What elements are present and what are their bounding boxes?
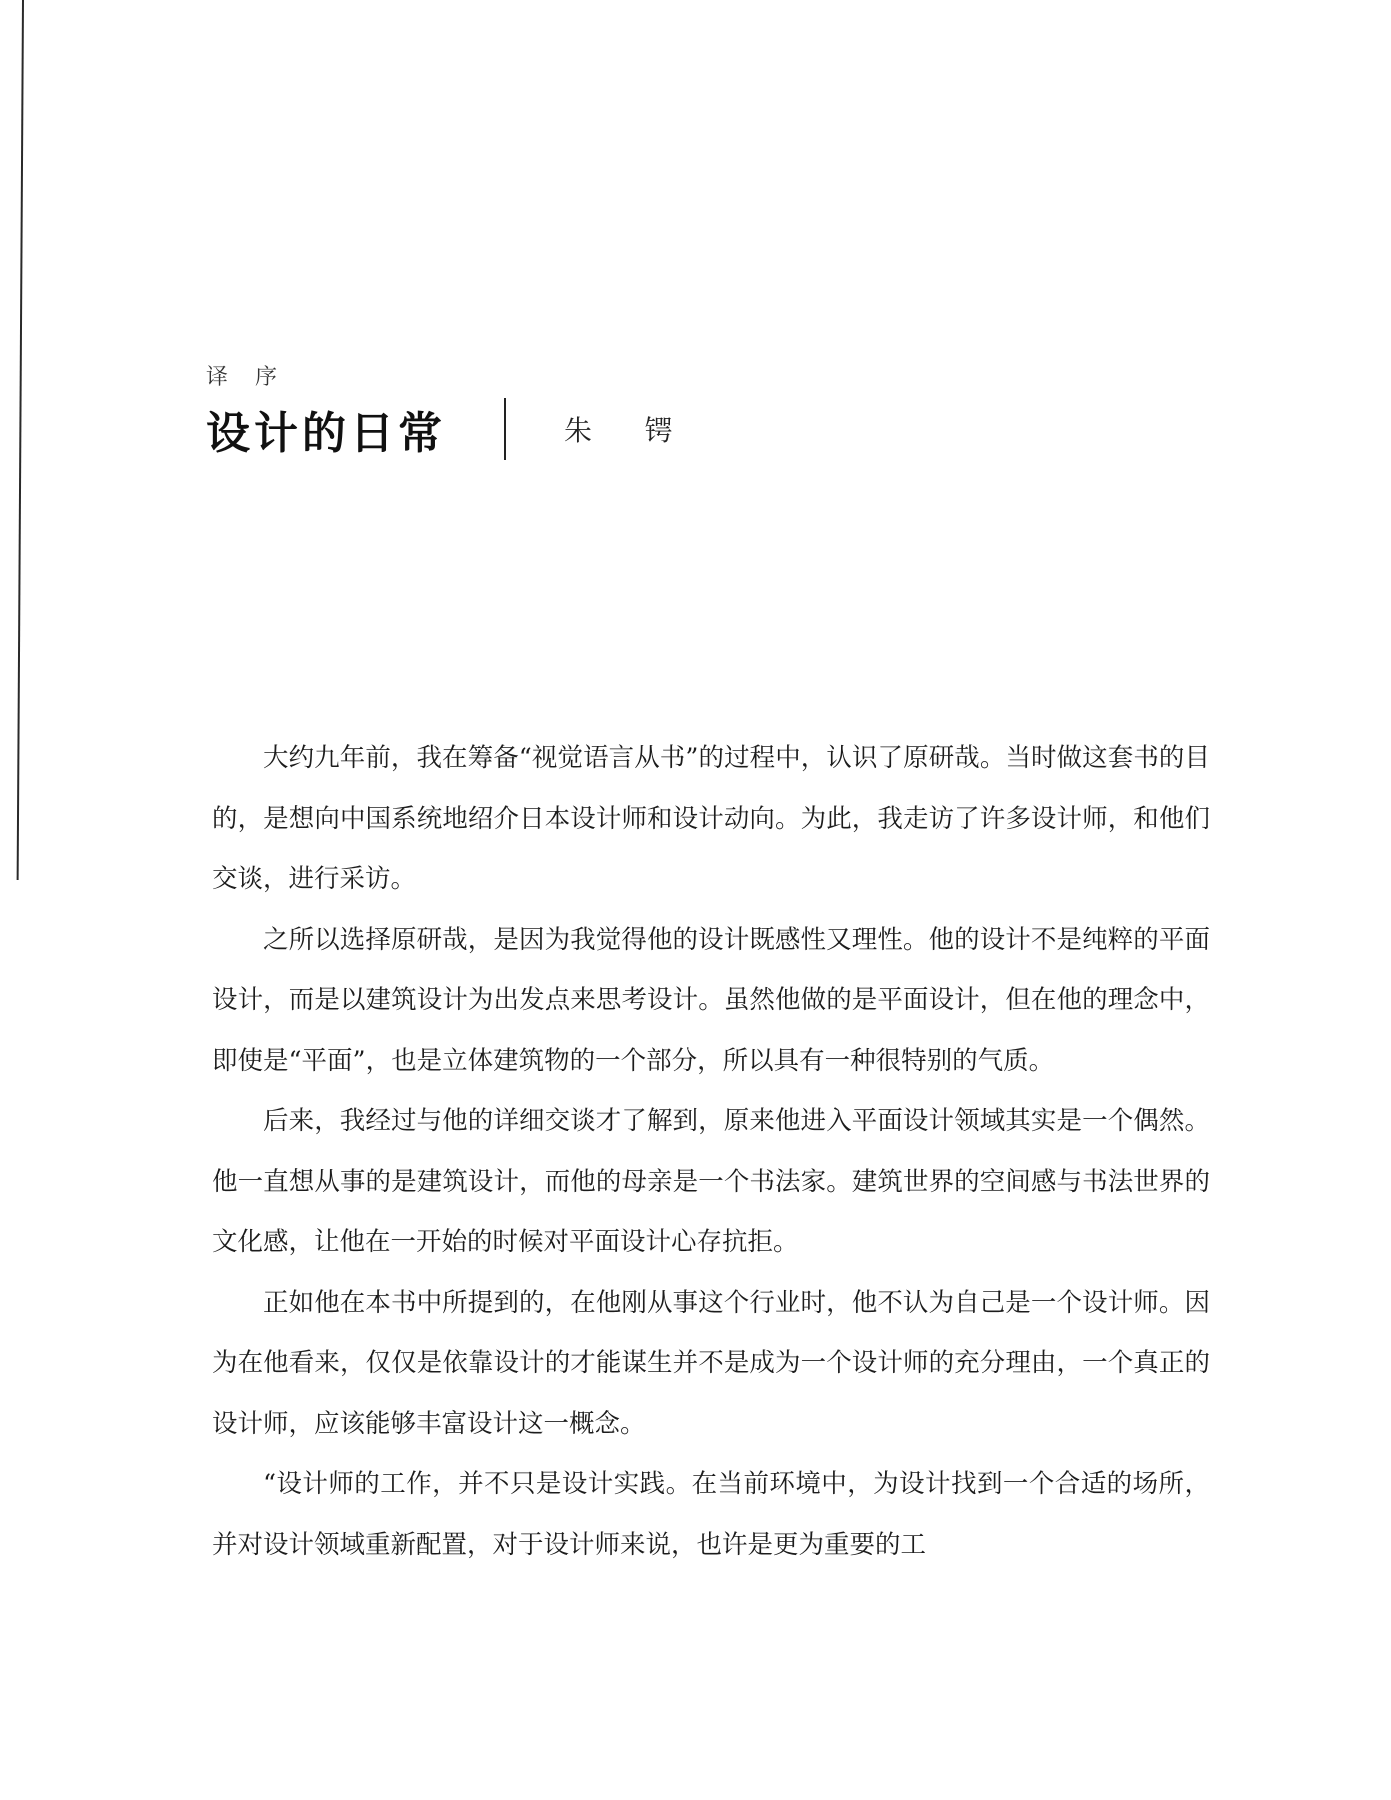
body-text bbox=[212, 728, 1210, 1575]
paragraph-1: 大约九年前，我在筹备“视觉语言从书”的过程中，认识了原研哉。当时做这套书的目的，是想向中国系统地绍介日本设计师和设计动向。为此，我走访了许多设计师，和他们交谈，进行采访。 bbox=[212, 743, 1210, 894]
title-row bbox=[206, 398, 695, 460]
paragraph-2: 之所以选择原研哉，是因为我觉得他的设计既感性又理性。他的设计不是纯粹的平面设计，而是以建筑设计为出发点来思考设计。虽然他做的是平面设计，但在他的理念中，即使是“平面”，也是立体建筑物的一个部分，所以具有一种很特别的气质。 bbox=[212, 924, 1210, 1076]
page-edge-line bbox=[17, 0, 24, 880]
author-name: 朱 锷 bbox=[564, 414, 695, 447]
title-divider bbox=[504, 398, 506, 460]
paragraph-3: 后来，我经过与他的详细交谈才了解到，原来他进入平面设计领域其实是一个偶然。他一直想从事的是建筑设计，而他的母亲是一个书法家。建筑世界的空间感与书法世界的文化感，让他在一开始的时候对平面设计心存抗拒。 bbox=[212, 1106, 1210, 1257]
paragraph-4: 正如他在本书中所提到的，在他刚从事这个行业时，他不认为自己是一个设计师。因为在他看来，仅仅是依靠设计的才能谋生并不是成为一个设计师的充分理由，一个真正的设计师，应该能够丰富设计这一概念。 bbox=[212, 1287, 1210, 1439]
page-title: 设计的日常 bbox=[206, 408, 446, 459]
paragraph-5: “设计师的工作，并不只是设计实践。在当前环境中，为设计找到一个合适的场所，并对设计领域重新配置，对于设计师来说，也许是更为重要的工 bbox=[212, 1469, 1210, 1560]
section-kicker: 译 序 bbox=[206, 365, 287, 390]
